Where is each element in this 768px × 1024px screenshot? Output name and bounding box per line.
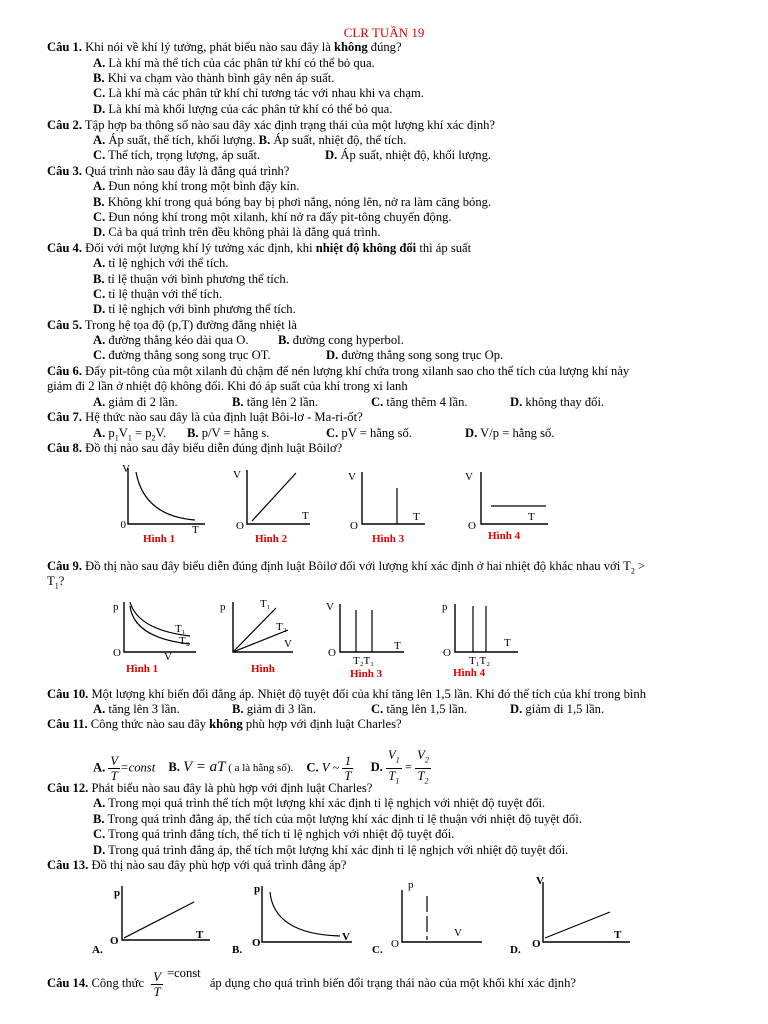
option-c[interactable]: [93, 287, 222, 302]
option-c[interactable]: [306, 754, 353, 783]
axis-label-p: p: [220, 601, 226, 613]
option-letter: C.: [306, 759, 319, 774]
option-text: đường thẳng song song trục Op.: [341, 348, 504, 362]
question-7: [47, 410, 363, 425]
option-text: Áp suất, thể tích, khối lượng.: [108, 133, 256, 147]
option-text: p/V = hằng s.: [201, 426, 270, 440]
option-text: Là khí mà khối lượng của các phân tử khí có thể bỏ qua.: [108, 102, 393, 116]
axis-label-t: T: [302, 510, 309, 522]
question-text: Công thức nào sau đây: [87, 717, 210, 731]
option-text: giảm đi 1,5 lần.: [525, 702, 605, 716]
option-letter: C.: [326, 426, 339, 440]
option-letter: C.: [371, 702, 384, 716]
option-letter: B.: [232, 702, 244, 716]
option-a[interactable]: [93, 702, 180, 717]
denominator: T: [153, 984, 161, 999]
q13-graph-b[interactable]: [232, 883, 352, 956]
option-b[interactable]: [93, 71, 334, 86]
figure-caption: Hình 4: [488, 530, 521, 542]
option-b[interactable]: [278, 333, 404, 348]
curve-label: T₁: [260, 598, 271, 610]
axis-label-v: V: [454, 927, 462, 939]
question-1: [47, 40, 402, 55]
axis-label-p: p: [113, 601, 119, 613]
numerator: V: [110, 753, 119, 768]
option-letter: A.: [93, 133, 106, 147]
origin-label: O: [391, 938, 399, 950]
linear-line: [545, 912, 610, 938]
q9-graph-4[interactable]: [442, 601, 518, 679]
option-letter: D.: [510, 944, 521, 956]
question-text: Trong hệ tọa độ (p,T) đường đẳng nhiệt là: [82, 318, 297, 332]
question-text: Đồ thị nào sau đây biểu diễn đúng định luật Bôilơ đối với lượng khí xác định ở hai nhiệt độ khác nhau với T: [82, 559, 631, 573]
question-9-cont: [47, 574, 64, 594]
option-text: đường thẳng kéo dài qua O.: [108, 333, 249, 347]
question-text: Đẩy pit-tông của một xilanh đủ chậm để nén lượng khí chứa trong xilanh sao cho thể tích của lượng khí này: [82, 364, 630, 378]
option-text: tỉ lệ nghịch với bình phương thể tích.: [108, 302, 296, 316]
option-letter: B.: [93, 71, 105, 85]
axis-label-v: V: [326, 601, 334, 613]
question-text: ?: [58, 574, 65, 588]
question-6-cont: giảm đi 2 lần ở nhiệt độ không đổi. Khi đó áp suất của khí trong xi lanh: [47, 379, 408, 393]
option-letter: A.: [93, 702, 106, 716]
option-text: đường cong hyperbol.: [292, 333, 404, 347]
option-a[interactable]: [93, 754, 155, 783]
option-b[interactable]: [93, 812, 582, 827]
subscript: 2: [630, 566, 635, 576]
question-number: Câu 4.: [47, 241, 82, 255]
q8-figures: [110, 458, 570, 548]
option-letter: C.: [93, 86, 106, 100]
option-b[interactable]: [93, 272, 289, 287]
option-b[interactable]: [168, 759, 293, 776]
question-8: [47, 441, 342, 456]
question-text: Công thức: [88, 976, 145, 990]
question-number: Câu 9.: [47, 559, 82, 573]
origin-label: 0: [120, 519, 126, 531]
option-letter: A.: [93, 796, 106, 810]
formula-part: V = aT: [183, 758, 226, 775]
q8-graph-4[interactable]: [465, 471, 548, 542]
question-number: Câu 8.: [47, 441, 82, 455]
question-text: Tập hợp ba thông số nào sau đây xác định trạng thái của một lượng khí xác định?: [82, 118, 496, 132]
q9-graph-3[interactable]: [326, 601, 404, 680]
option-d[interactable]: [510, 702, 604, 717]
axis-label-v: V: [284, 638, 292, 650]
option-text: giảm đi 2 lần.: [108, 395, 178, 409]
question-9: [47, 559, 645, 579]
figure-caption: Hình: [251, 663, 275, 675]
option-letter: A.: [93, 256, 106, 270]
question-12: [47, 781, 372, 796]
option-letter: A.: [93, 426, 106, 440]
question-4: [47, 241, 471, 256]
fraction: [342, 754, 353, 783]
option-b[interactable]: [232, 395, 318, 410]
formula-part: V ~: [321, 759, 340, 774]
curve-label: T₂: [276, 621, 287, 633]
option-d[interactable]: [93, 225, 381, 240]
question-number: Câu 2.: [47, 118, 82, 132]
subscript: 2: [424, 755, 429, 765]
option-a[interactable]: [93, 395, 178, 410]
option-letter: B.: [93, 272, 105, 286]
option-text: tỉ lệ thuận với thể tích.: [108, 287, 223, 301]
figure-caption: Hình 3: [372, 533, 405, 545]
option-letter: A.: [93, 179, 106, 193]
denominator: T: [417, 768, 425, 783]
question-emphasis: không: [209, 717, 243, 731]
linear-line: [252, 473, 296, 521]
numerator: V: [417, 748, 425, 762]
option-text: đường thẳng song song trục OT.: [108, 348, 271, 362]
numerator: 1: [342, 754, 353, 769]
axes: [481, 472, 548, 524]
question-text: đúng?: [367, 40, 402, 54]
option-text: Trong quá trình đẳng tích, thể tích tỉ lệ nghịch với nhiệt độ tuyệt đối.: [108, 827, 455, 841]
q8-graph-2[interactable]: [233, 469, 310, 545]
option-c[interactable]: [93, 86, 424, 101]
origin-label: O: [328, 647, 336, 659]
option-letter: D.: [510, 702, 523, 716]
axis-label-v: V: [536, 875, 544, 887]
axis-label-v: V: [348, 471, 356, 483]
option-letter: C.: [371, 395, 384, 409]
option-d[interactable]: [93, 843, 568, 858]
question-number: Câu 3.: [47, 164, 82, 178]
option-letter: B.: [232, 395, 244, 409]
option-letter: D.: [93, 225, 106, 239]
option-letter: B.: [232, 944, 243, 956]
subscript: 1: [127, 433, 132, 443]
option-letter: A.: [93, 759, 106, 774]
q9-graph-2[interactable]: [220, 598, 293, 675]
option-d[interactable]: [93, 302, 296, 317]
question-number: Câu 14.: [47, 976, 89, 990]
q9-graph-1[interactable]: [113, 601, 196, 675]
option-text: tăng lên 2 lần.: [246, 395, 319, 409]
option-c[interactable]: [93, 348, 271, 363]
option-letter: A.: [93, 333, 106, 347]
option-text: Là khí mà các phân tử khí chỉ tương tác với nhau khi va chạm.: [108, 86, 424, 100]
option-text: không thay đổi.: [525, 395, 605, 409]
q8-graph-1[interactable]: [121, 463, 206, 545]
fraction: [108, 754, 120, 783]
question-text: Một lượng khí biến đổi đẳng áp. Nhiệt độ tuyệt đối của khí tăng lên 1,5 lần. Khi đó thể tích của khí trong bình: [88, 687, 647, 701]
question-number: Câu 13.: [47, 858, 89, 872]
option-letter: D.: [93, 102, 106, 116]
origin-label: O: [252, 937, 261, 949]
option-letter: D.: [465, 426, 478, 440]
option-c[interactable]: [371, 702, 467, 717]
option-letter: B.: [93, 812, 105, 826]
question-text: Khi nói về khí lý tưởng, phát biểu nào sau đây là: [82, 40, 335, 54]
question-number: Câu 10.: [47, 687, 89, 701]
figure-caption: Hình 3: [350, 668, 383, 680]
option-a[interactable]: [93, 179, 299, 194]
fraction: [415, 748, 431, 788]
origin-label: O: [350, 520, 358, 532]
axis-label-t: T: [413, 511, 420, 523]
option-a[interactable]: [93, 333, 249, 348]
question-text: Phát biểu nào sau đây là phù hợp với định luật Charles?: [88, 781, 373, 795]
option-text: Trong quá trình đẳng áp, thể tích của một lượng khí xác định tỉ lệ thuận với nhiệt độ tuyệt đối.: [107, 812, 582, 826]
option-b[interactable]: [187, 426, 269, 441]
option-text: Áp suất, nhiệt độ, khối lượng.: [340, 148, 492, 162]
question-5: [47, 318, 297, 333]
formula-part: p: [108, 426, 115, 440]
option-d[interactable]: [465, 426, 554, 441]
option-letter: B.: [168, 759, 180, 774]
question-10: [47, 687, 646, 702]
option-c[interactable]: [93, 210, 452, 225]
option-text: giảm đi 3 lần.: [246, 702, 316, 716]
origin-label: O: [468, 520, 476, 532]
option-text: tăng lên 1,5 lần.: [386, 702, 468, 716]
formula-part: V.: [155, 426, 167, 440]
option-letter: D.: [93, 302, 106, 316]
numerator: V: [153, 969, 161, 984]
denominator: T: [344, 768, 352, 783]
option-text: Không khí trong quả bóng bay bị phơi nắng, nóng lên, nở ra làm căng bóng.: [107, 195, 492, 209]
axis-label-v: V: [233, 469, 241, 481]
axis-label-t: T: [192, 524, 199, 536]
option-letter: D.: [93, 843, 106, 857]
option-letter: C.: [93, 210, 106, 224]
option-text: Áp suất, nhiệt độ, thể tích.: [273, 133, 407, 147]
subscript: 1: [395, 755, 400, 765]
question-emphasis: không: [334, 40, 368, 54]
curve-label: T₂: [179, 635, 190, 647]
option-a[interactable]: [93, 133, 406, 148]
question-text: Hệ thức nào sau đây là của định luật Bôi-lơ - Ma-ri-ốt?: [82, 410, 363, 424]
axes: [128, 468, 205, 524]
option-letter: D.: [370, 759, 383, 774]
formula-note: ( a là hằng số).: [225, 761, 294, 774]
subscript: 2: [424, 776, 429, 786]
axis-label-v: V: [122, 463, 130, 475]
question-text: phù hợp với định luật Charles?: [242, 717, 402, 731]
axes: [402, 890, 482, 942]
worksheet-title: CLR TUẦN 19: [343, 25, 425, 40]
question-number: Câu 5.: [47, 318, 82, 332]
axis-label-t: T: [196, 929, 204, 941]
fraction: [386, 748, 402, 788]
option-letter: C.: [93, 348, 106, 362]
q13-graph-c[interactable]: [372, 879, 482, 956]
formula-part: =const: [166, 966, 201, 980]
question-text: Đồ thị nào sau đây phù hợp với quá trình đẳng áp?: [88, 858, 347, 872]
linear-line: [124, 902, 194, 938]
question-13: [47, 858, 346, 873]
option-a[interactable]: [93, 796, 545, 811]
line-labels: T₂T₁: [353, 655, 375, 667]
formula-part: V: [118, 426, 128, 440]
subscript: 1: [114, 433, 119, 443]
figure-caption: Hình 4: [453, 667, 486, 679]
option-text: Thể tích, trọng lượng, áp suất.: [108, 148, 261, 162]
option-letter: A.: [92, 944, 103, 956]
option-letter: C.: [372, 944, 383, 956]
option-letter: A.: [93, 395, 106, 409]
axis-label-p: p: [114, 887, 121, 899]
question-14: [47, 962, 576, 999]
axes: [262, 886, 352, 942]
option-letter: B.: [187, 426, 199, 440]
origin-label: O: [110, 935, 119, 947]
question-text: >: [634, 559, 646, 573]
question-text: Đồ thị nào sau đây biểu diễn đúng định luật Bôilơ?: [82, 441, 343, 455]
denominator: T: [110, 768, 118, 783]
axis-label-t: T: [394, 640, 401, 652]
option-letter: B.: [93, 195, 105, 209]
denominator: T: [388, 768, 396, 783]
option-letter: D.: [326, 348, 339, 362]
question-emphasis: nhiệt độ không đổi: [315, 241, 417, 255]
curve-label: T₁: [175, 623, 186, 635]
option-letter: D.: [510, 395, 523, 409]
q8-graph-3[interactable]: [348, 471, 425, 545]
figure-caption: Hình 1: [126, 663, 159, 675]
q9-figures: [108, 592, 528, 684]
axis-label-v: V: [342, 931, 350, 943]
line-labels: T₁T₂: [469, 655, 491, 667]
question-11: [47, 717, 402, 732]
figure-caption: Hình 1: [143, 533, 176, 545]
question-text: Quá trình nào sau đây là đẳng quá trình?: [82, 164, 290, 178]
formula-part: = p: [131, 426, 152, 440]
subscript: 2: [151, 433, 156, 443]
axis-label-v: V: [465, 471, 473, 483]
axis-label-p: p: [408, 879, 414, 891]
question-text: thì áp suất: [416, 241, 472, 255]
question-number: Câu 11.: [47, 717, 88, 731]
axis-label-t: T: [614, 929, 622, 941]
option-c[interactable]: [326, 426, 412, 441]
option-text: Trong quá trình đẳng áp, thể tích một lượng khí xác định tỉ lệ nghịch với nhiệt độ tuyệt đối.: [108, 843, 569, 857]
option-letter: B.: [278, 333, 290, 347]
axis-label-v: V: [164, 651, 172, 663]
subscript: 1: [395, 776, 400, 786]
option-text: tỉ lệ thuận với bình phương thể tích.: [107, 272, 289, 286]
hyperbola-curve: [136, 472, 195, 520]
q13-figures: [90, 872, 650, 962]
option-c[interactable]: [93, 827, 454, 842]
option-text: tăng lên 3 lần.: [108, 702, 180, 716]
subscript: 1: [54, 581, 59, 591]
option-d[interactable]: [510, 395, 604, 410]
question-text: Đối với một lượng khí lý tưởng xác định, khi: [82, 241, 316, 255]
option-text: tăng thêm 4 lần.: [386, 395, 468, 409]
option-d[interactable]: [93, 102, 392, 117]
formula-part: =const: [120, 759, 156, 774]
option-text: Đun nóng khí trong một bình đậy kín.: [108, 179, 300, 193]
option-text: Cả ba quá trình trên đều không phải là đẳng quá trình.: [108, 225, 381, 239]
option-text: V/p = hằng số.: [480, 426, 555, 440]
option-d[interactable]: D. $\frac{V_1}{T_1}$ = $\frac{V_2}{T_2}$: [371, 748, 431, 788]
option-letter: C.: [93, 827, 106, 841]
option-text: Trong mọi quá trình thể tích một lượng khí xác định tỉ lệ nghịch với nhiệt độ tuyệt đối.: [108, 796, 546, 810]
axis-label-p: p: [442, 601, 448, 613]
origin-label: O: [532, 938, 541, 950]
q13-graph-a[interactable]: [92, 886, 210, 956]
option-text: Là khí mà thể tích của các phân tử khí có thể bỏ qua.: [108, 56, 375, 70]
q13-graph-d[interactable]: [510, 875, 630, 956]
axis-label-t: T: [504, 637, 511, 649]
option-text: pV = hằng số.: [341, 426, 412, 440]
option-letter: C.: [93, 148, 106, 162]
option-text: Khi va chạm vào thành bình gây nên áp suất.: [107, 71, 335, 85]
option-letter: A.: [93, 56, 106, 70]
question-number: Câu 12.: [47, 781, 89, 795]
question-number: Câu 6.: [47, 364, 82, 378]
option-b[interactable]: [232, 702, 316, 717]
option-letter: B.: [258, 133, 271, 147]
question-2: [47, 118, 495, 133]
option-letter: C.: [93, 287, 106, 301]
numerator: V: [387, 748, 396, 762]
origin-label: O: [113, 647, 121, 659]
question-text: áp dụng cho quá trình biến đổi trạng thái nào của một khối khí xác định?: [209, 976, 576, 990]
option-letter: D.: [325, 148, 338, 162]
option-c[interactable]: [371, 395, 468, 410]
line-t2: [233, 630, 288, 652]
question-3: [47, 164, 289, 179]
option-d[interactable]: [326, 348, 503, 363]
option-c[interactable]: [93, 148, 260, 163]
fraction: [151, 970, 163, 999]
origin-label: O: [443, 647, 451, 659]
line-t1: [233, 608, 276, 652]
origin-label: O: [236, 520, 244, 532]
figure-caption: Hình 2: [255, 533, 288, 545]
question-number: Câu 1.: [47, 40, 82, 54]
hyperbola-curve: [270, 892, 340, 936]
option-text: Đun nóng khí trong một xilanh, khí nở ra đẩy pit-tông chuyển động.: [108, 210, 452, 224]
axis-label-p: p: [254, 883, 261, 895]
question-number: Câu 7.: [47, 410, 82, 424]
option-a[interactable]: [93, 56, 375, 71]
axis-label-t: T: [528, 511, 535, 523]
option-text: tỉ lệ nghịch với thể tích.: [108, 256, 229, 270]
question-6: [47, 364, 629, 379]
option-a[interactable]: [93, 256, 228, 271]
option-b[interactable]: [93, 195, 491, 210]
question-text: T: [47, 574, 55, 588]
option-d[interactable]: [325, 148, 491, 163]
